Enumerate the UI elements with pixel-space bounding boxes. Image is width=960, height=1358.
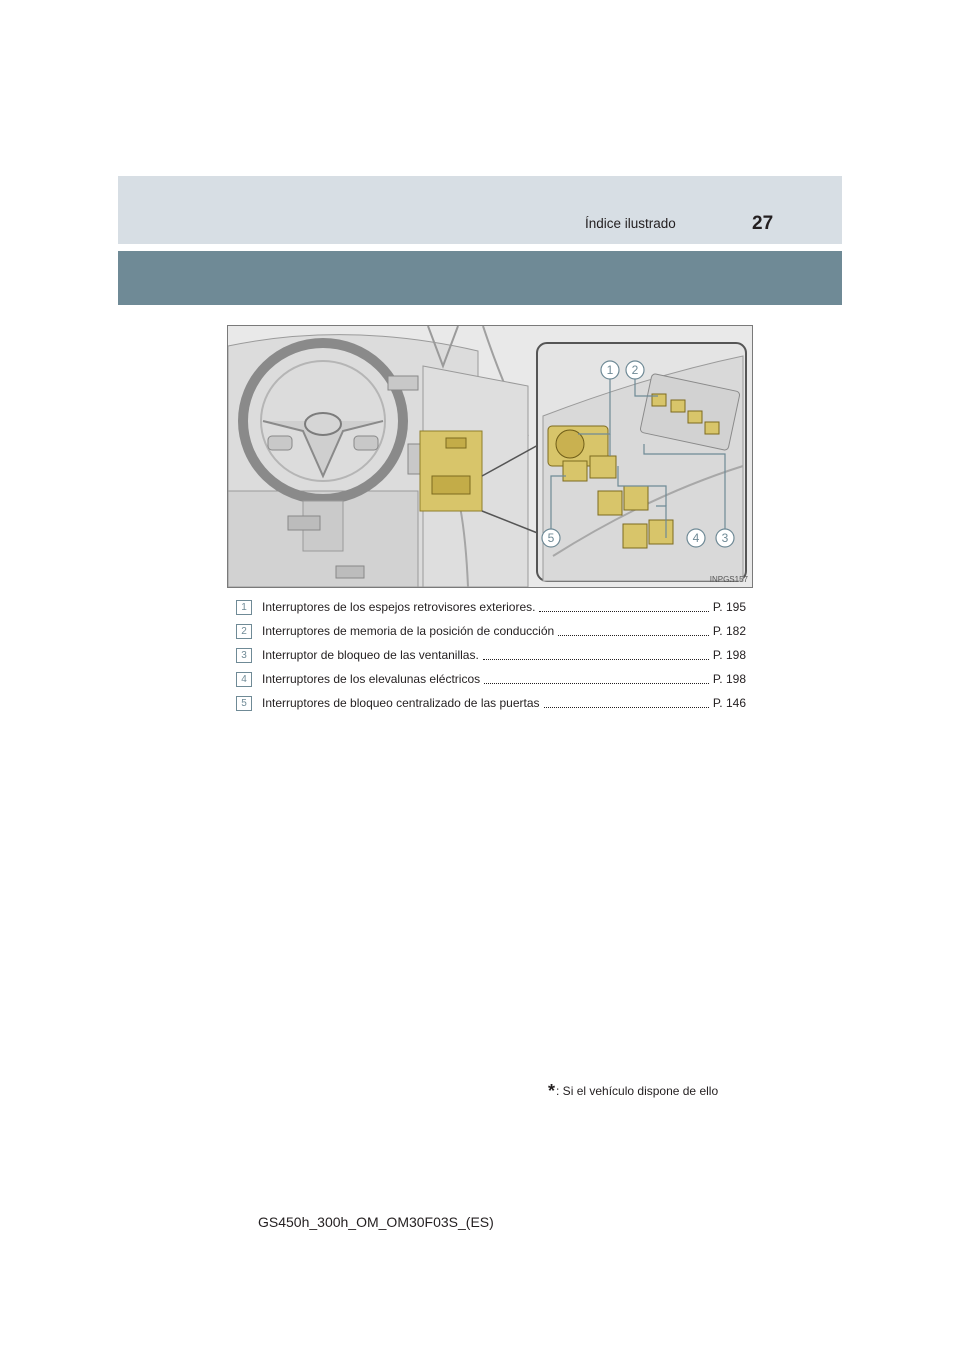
- legend-list: [236, 595, 746, 715]
- callout-2-label: 2: [631, 363, 639, 377]
- callout-5-label: 5: [547, 531, 555, 545]
- legend-number: 4: [236, 672, 252, 687]
- legend-item: [236, 691, 746, 715]
- footnote-text: : Si el vehículo dispone de ello: [556, 1084, 719, 1098]
- legend-item: [236, 619, 746, 643]
- legend-text: Interruptores de memoria de la posición de conducción: [262, 624, 555, 638]
- leader-dots: [484, 683, 709, 684]
- figure-code: INPGS157: [709, 575, 748, 584]
- legend-text: Interruptores de los espejos retrovisores exteriores.: [262, 600, 536, 614]
- header-band: [118, 176, 842, 244]
- leader-dots: [483, 659, 709, 660]
- section-sub-band: [118, 251, 842, 305]
- callout-1-label: 1: [606, 363, 614, 377]
- page-reference[interactable]: P. 146: [712, 696, 746, 710]
- cockpit-drawing: [228, 326, 752, 587]
- page-reference[interactable]: P. 195: [712, 600, 746, 614]
- legend-number: 2: [236, 624, 252, 639]
- leader-dots: [558, 635, 709, 636]
- page-reference[interactable]: P. 198: [712, 672, 746, 686]
- page-reference[interactable]: P. 182: [712, 624, 746, 638]
- legend-text: Interruptor de bloqueo de las ventanillas.: [262, 648, 479, 662]
- callout-3-label: 3: [721, 531, 729, 545]
- legend-item: [236, 667, 746, 691]
- leader-dots: [544, 707, 709, 708]
- legend-text: Interruptores de los elevalunas eléctricos: [262, 672, 481, 686]
- legend-item: [236, 643, 746, 667]
- footnote: [548, 1081, 718, 1102]
- callout-4-label: 4: [692, 531, 700, 545]
- section-title: Índice ilustrado: [585, 216, 676, 231]
- legend-number: 1: [236, 600, 252, 615]
- footnote-star: *: [548, 1081, 556, 1101]
- legend-text: Interruptores de bloqueo centralizado de las puertas: [262, 696, 540, 710]
- page-reference[interactable]: P. 198: [712, 648, 746, 662]
- document-id: GS450h_300h_OM_OM30F03S_(ES): [258, 1214, 494, 1230]
- legend-number: 5: [236, 696, 252, 711]
- leader-dots: [539, 611, 708, 612]
- legend-number: 3: [236, 648, 252, 663]
- page-number: 27: [752, 213, 774, 234]
- legend-item: [236, 595, 746, 619]
- cockpit-illustration: [227, 325, 753, 588]
